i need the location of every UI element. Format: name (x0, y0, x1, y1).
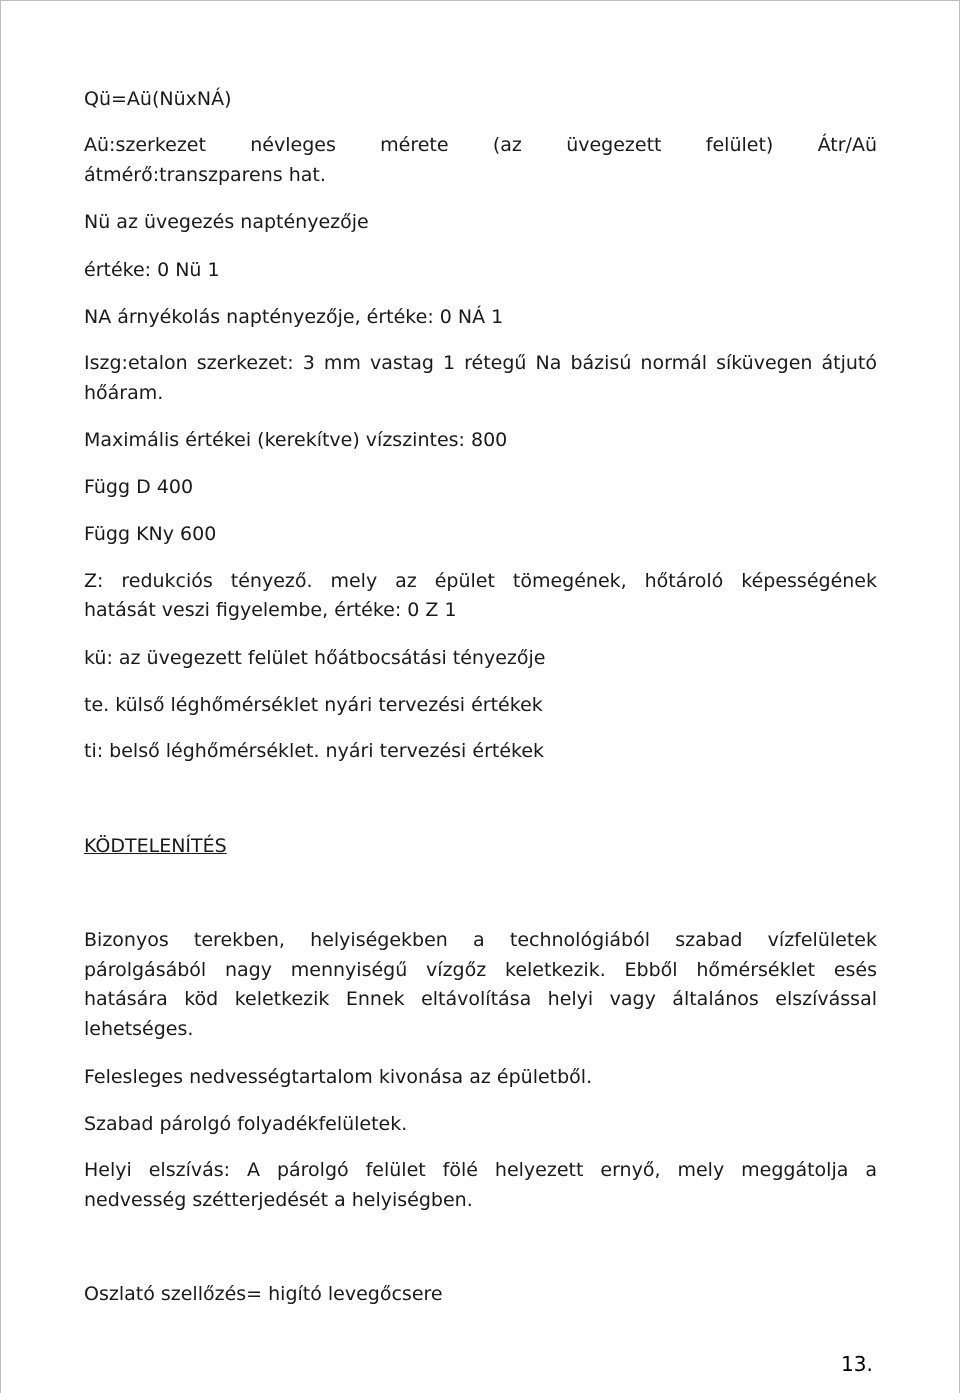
text-line: értéke: 0 Nü 1 (84, 259, 220, 281)
paragraph-line: párolgásából nagy mennyiségű vízgőz keletkezik. Ebből hőmérséklet esés (84, 959, 877, 981)
paragraph-line: Bizonyos terekben, helyiségekben a technológiából szabad vízfelületek (84, 929, 877, 951)
text-line: te. külső léghőmérséklet nyári tervezési értékek (84, 694, 543, 716)
paragraph-line: nedvesség szétterjedését a helyiségben. (84, 1189, 473, 1211)
text-line: ti: belső léghőmérséklet. nyári tervezési értékek (84, 740, 545, 762)
text-line: Függ D 400 (84, 476, 194, 498)
text-line: hatását veszi figyelembe, értéke: 0 Z 1 (84, 599, 457, 621)
section-heading: KÖDTELENÍTÉS (84, 835, 227, 857)
text-line: Maximális értékei (kerekítve) vízszintes: 800 (84, 429, 508, 451)
text-line: Függ KNy 600 (84, 523, 217, 545)
text-line: hőáram. (84, 382, 164, 404)
text-line: Oszlató szellőzés= higító levegőcsere (84, 1283, 443, 1305)
paragraph-line: lehetséges. (84, 1018, 194, 1040)
text-line: Nü az üvegezés naptényezője (84, 211, 369, 233)
text-line: Aü:szerkezet névleges mérete (az üvegezett felület) Átr/Aü (84, 134, 877, 156)
page-number: 13. (841, 1352, 873, 1376)
paragraph-line: hatására köd keletkezik Ennek eltávolítása helyi vagy általános elszívással (84, 988, 877, 1010)
paragraph-line: Helyi elszívás: A párolgó felület fölé helyezett ernyő, mely meggátolja a (84, 1159, 877, 1181)
text-line: Z: redukciós tényező. mely az épület tömegének, hőtároló képességének (84, 570, 877, 592)
text-line: kü: az üvegezett felület hőátbocsátási tényezője (84, 647, 546, 669)
text-line: átmérő:transzparens hat. (84, 164, 326, 186)
formula-line: Qü=Aü(NüxNÁ) (84, 88, 232, 110)
text-line: Felesleges nedvességtartalom kivonása az épületből. (84, 1066, 593, 1088)
text-line: Szabad párolgó folyadékfelületek. (84, 1113, 408, 1135)
text-line: NA árnyékolás naptényezője, értéke: 0 NÁ 1 (84, 306, 504, 328)
text-line: Iszg:etalon szerkezet: 3 mm vastag 1 rétegű Na bázisú normál síküvegen átjutó (84, 352, 877, 374)
